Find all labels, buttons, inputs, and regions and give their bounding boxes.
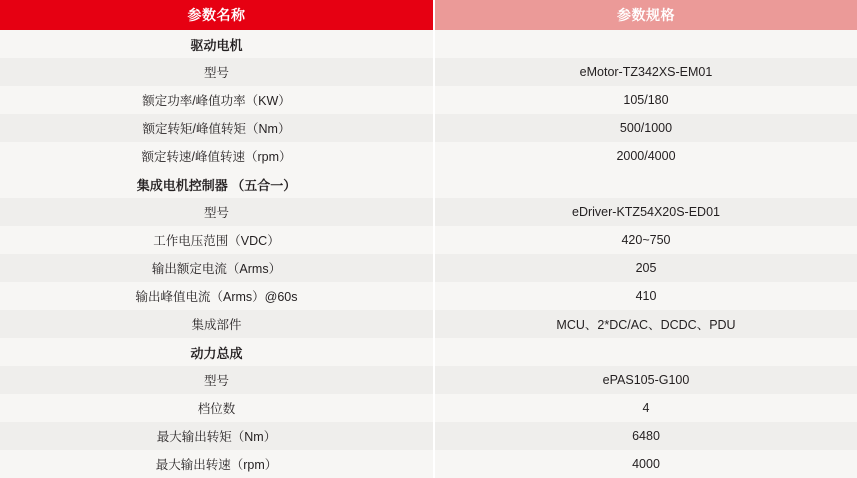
- parameter-value-cell: 500/1000: [434, 114, 857, 142]
- section-value-cell: [434, 338, 857, 366]
- parameter-name-cell: 额定功率/峰值功率（KW）: [0, 86, 434, 114]
- parameter-value-cell: 6480: [434, 422, 857, 450]
- table-section-row: [0, 170, 857, 198]
- parameter-name-cell: 型号: [0, 58, 434, 86]
- section-value-cell: [434, 170, 857, 198]
- table-row: [0, 394, 857, 422]
- section-title-cell: 集成电机控制器 （五合一）: [0, 170, 434, 198]
- section-title-cell: 驱动电机: [0, 30, 434, 58]
- parameter-value-cell: 4000: [434, 450, 857, 478]
- parameter-value-cell: 420~750: [434, 226, 857, 254]
- parameter-name-cell: 工作电压范围（VDC）: [0, 226, 434, 254]
- parameter-name-cell: 输出峰值电流（Arms）@60s: [0, 282, 434, 310]
- parameter-value-cell: ePAS105-G100: [434, 366, 857, 394]
- table-row: [0, 86, 857, 114]
- table-section-row: [0, 338, 857, 366]
- table-row: [0, 422, 857, 450]
- table-row: [0, 282, 857, 310]
- parameter-name-cell: 型号: [0, 198, 434, 226]
- table-body: [0, 30, 857, 478]
- table-section-row: [0, 30, 857, 58]
- parameter-value-cell: eDriver-KTZ54X20S-ED01: [434, 198, 857, 226]
- parameter-value-cell: 4: [434, 394, 857, 422]
- parameter-value-cell: 2000/4000: [434, 142, 857, 170]
- parameter-name-cell: 型号: [0, 366, 434, 394]
- parameter-value-cell: 205: [434, 254, 857, 282]
- table-row: [0, 254, 857, 282]
- section-value-cell: [434, 30, 857, 58]
- table-row: [0, 198, 857, 226]
- table-row: [0, 310, 857, 338]
- parameter-name-cell: 集成部件: [0, 310, 434, 338]
- parameter-name-cell: 输出额定电流（Arms）: [0, 254, 434, 282]
- parameter-value-cell: 410: [434, 282, 857, 310]
- parameter-value-cell: eMotor-TZ342XS-EM01: [434, 58, 857, 86]
- parameter-name-cell: 额定转速/峰值转速（rpm）: [0, 142, 434, 170]
- table-row: [0, 366, 857, 394]
- table-row: [0, 226, 857, 254]
- parameter-value-cell: MCU、2*DC/AC、DCDC、PDU: [434, 310, 857, 338]
- parameter-name-cell: 额定转矩/峰值转矩（Nm）: [0, 114, 434, 142]
- column-header-parameter-name: 参数名称: [0, 0, 434, 30]
- table-header: [0, 0, 857, 30]
- table-header-row: [0, 0, 857, 30]
- parameter-name-cell: 最大输出转矩（Nm）: [0, 422, 434, 450]
- parameter-name-cell: 最大输出转速（rpm）: [0, 450, 434, 478]
- column-header-parameter-spec: 参数规格: [434, 0, 857, 30]
- parameter-value-cell: 105/180: [434, 86, 857, 114]
- table-row: [0, 58, 857, 86]
- section-title-cell: 动力总成: [0, 338, 434, 366]
- table-row: [0, 450, 857, 478]
- parameter-name-cell: 档位数: [0, 394, 434, 422]
- table-row: [0, 114, 857, 142]
- table-row: [0, 142, 857, 170]
